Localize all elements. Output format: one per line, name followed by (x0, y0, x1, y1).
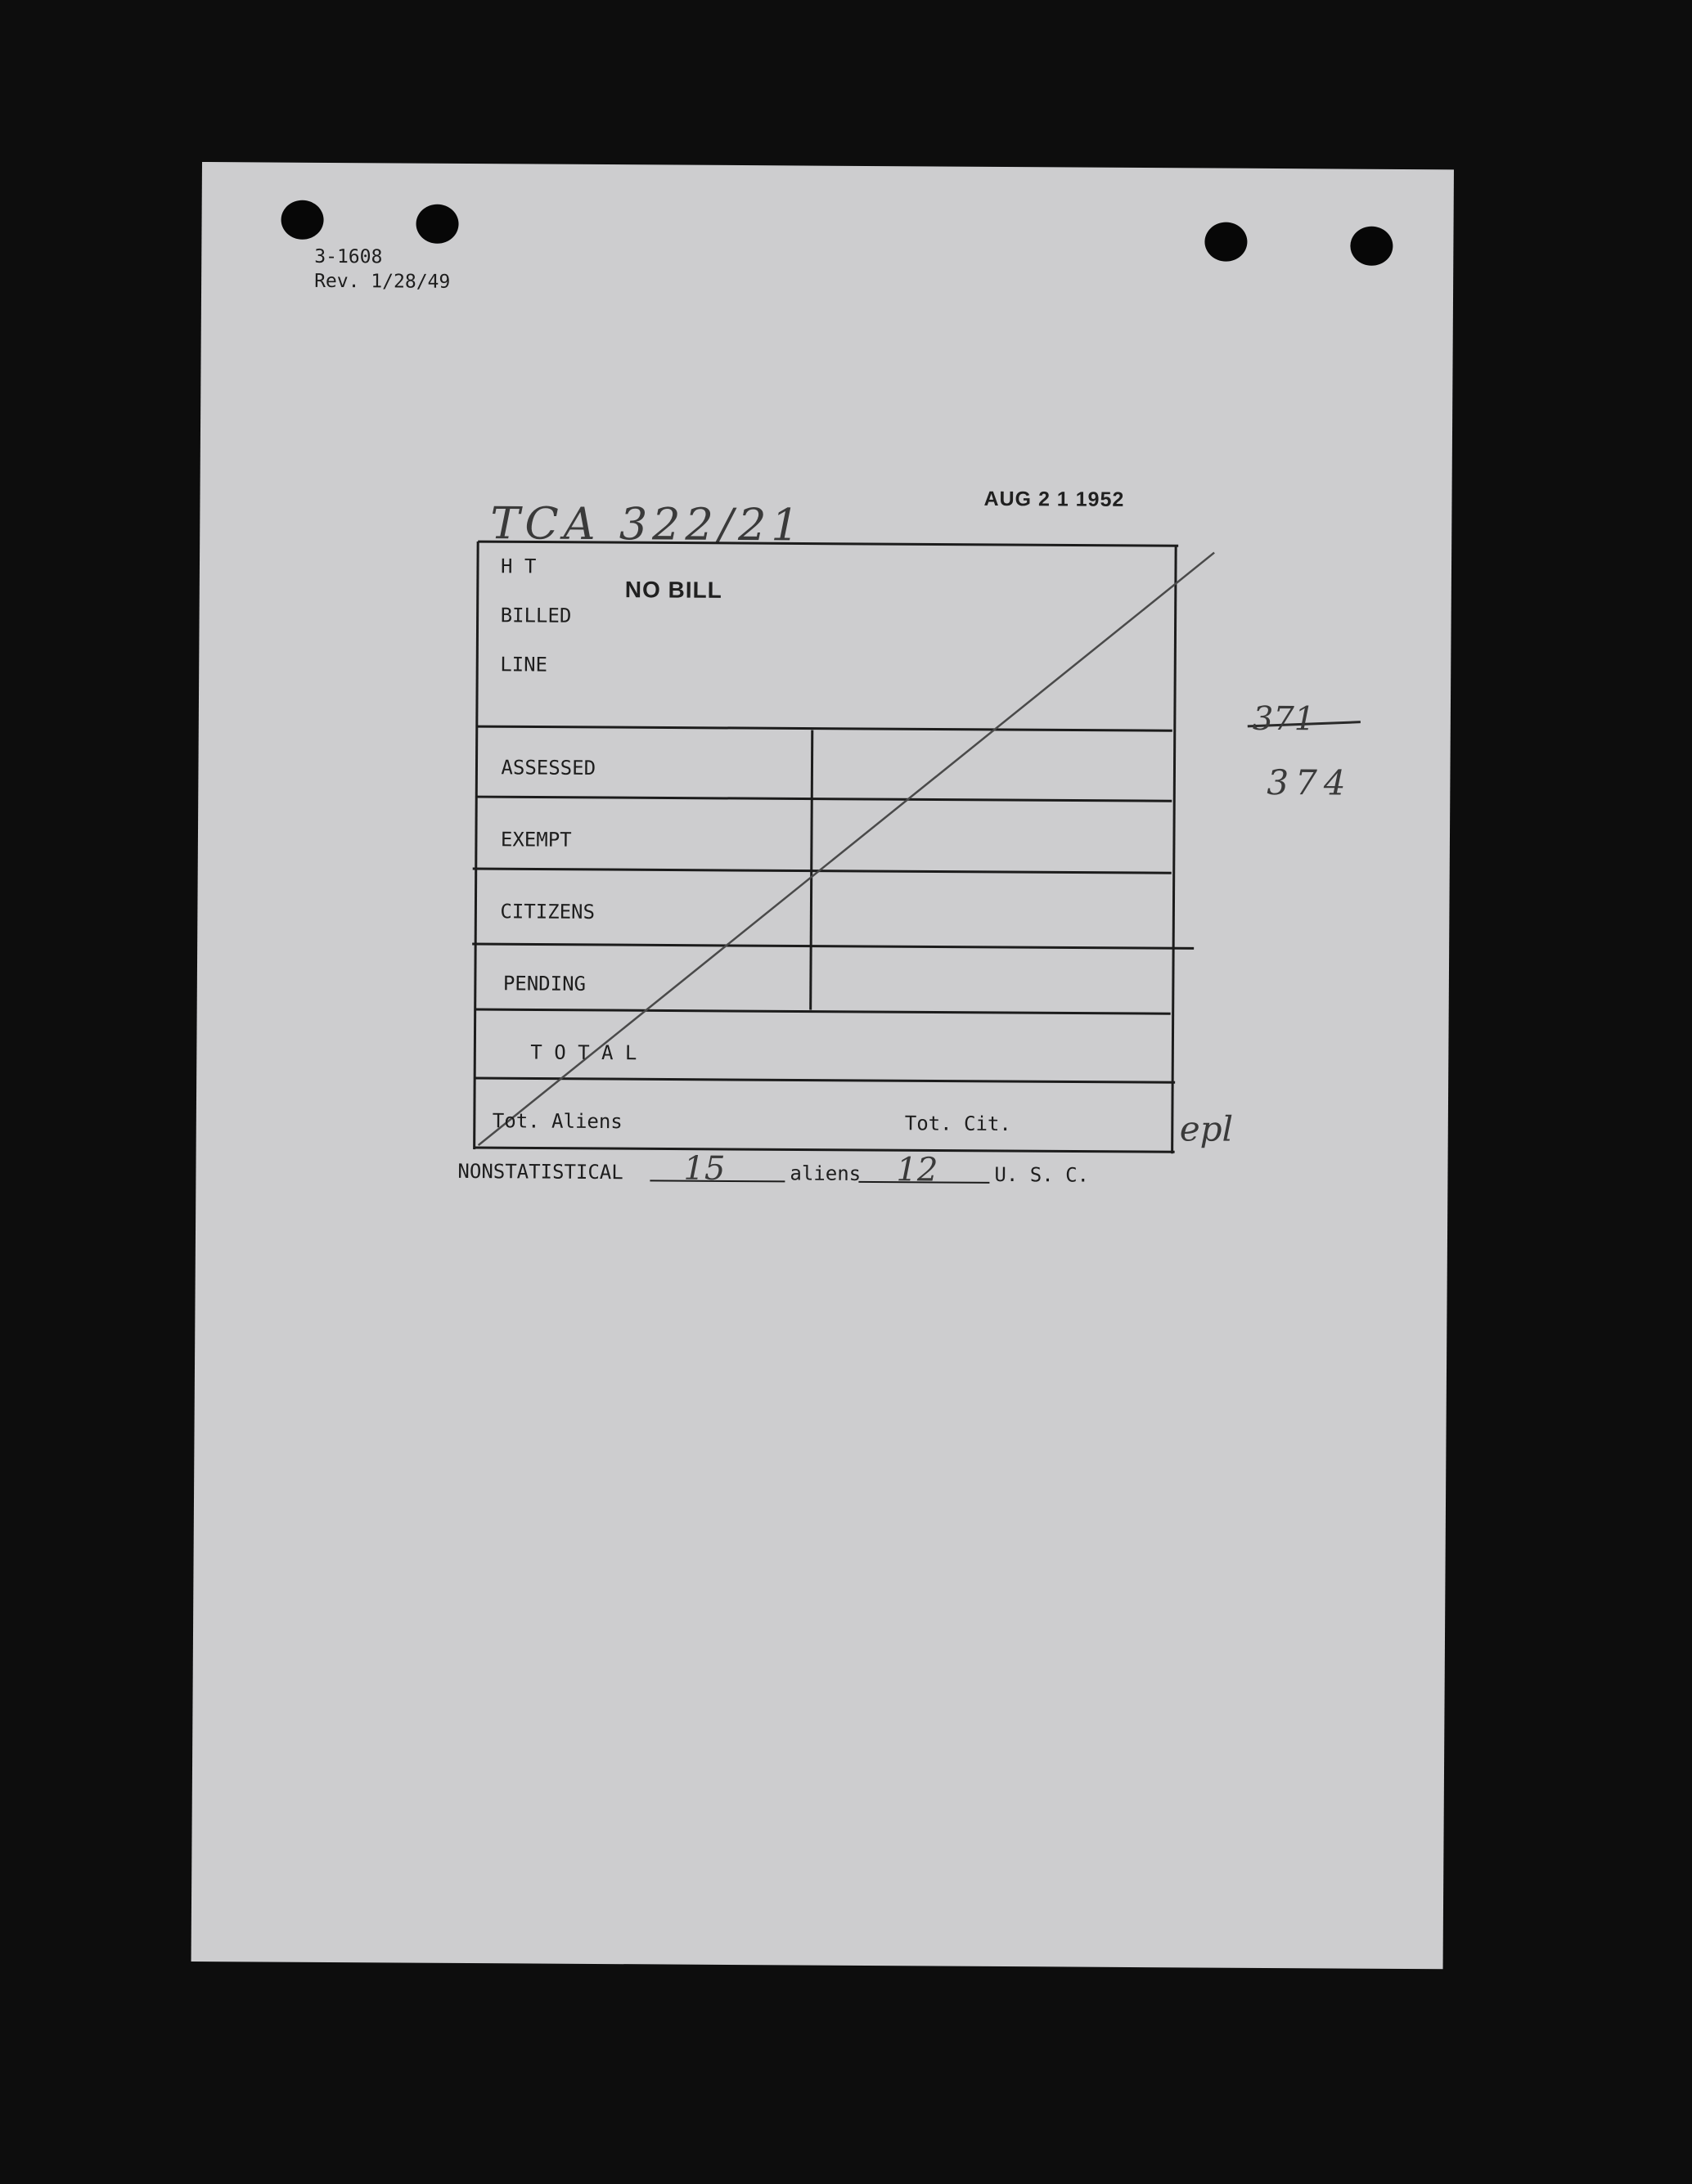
document-page (191, 162, 1454, 1969)
row-assessed: ASSESSED (501, 756, 596, 780)
no-bill-stamp: NO BILL (624, 577, 722, 603)
row-pending: PENDING (502, 972, 587, 995)
aliens-count: 15 (683, 1149, 726, 1188)
date-stamp: AUG 2 1 1952 (983, 487, 1125, 511)
table-grid (191, 162, 1454, 1969)
row-citizens: CITIZENS (500, 900, 596, 923)
aliens-label: aliens (790, 1162, 862, 1185)
margin-number: 374 (1267, 762, 1352, 803)
label-billed: BILLED (500, 604, 572, 627)
margin-crossed-number: 371 (1252, 699, 1316, 739)
form-number: 3-1608 (314, 245, 383, 268)
file-reference: TCA 322/21 (490, 497, 804, 551)
tot-cit-label: Tot. Cit. (904, 1112, 1011, 1136)
tot-aliens-label: Tot. Aliens (492, 1109, 623, 1134)
usc-count: 12 (896, 1151, 938, 1189)
usc-label: U. S. C. (994, 1162, 1090, 1187)
label-ht: H T (500, 555, 537, 578)
label-line: LINE (500, 653, 548, 676)
initials: epl (1179, 1108, 1234, 1149)
row-total: T O T A L (530, 1040, 637, 1065)
form-revision: Rev. 1/28/49 (314, 270, 451, 293)
row-exempt: EXEMPT (500, 828, 572, 852)
nonstatistical-label: NONSTATISTICAL (457, 1159, 623, 1184)
